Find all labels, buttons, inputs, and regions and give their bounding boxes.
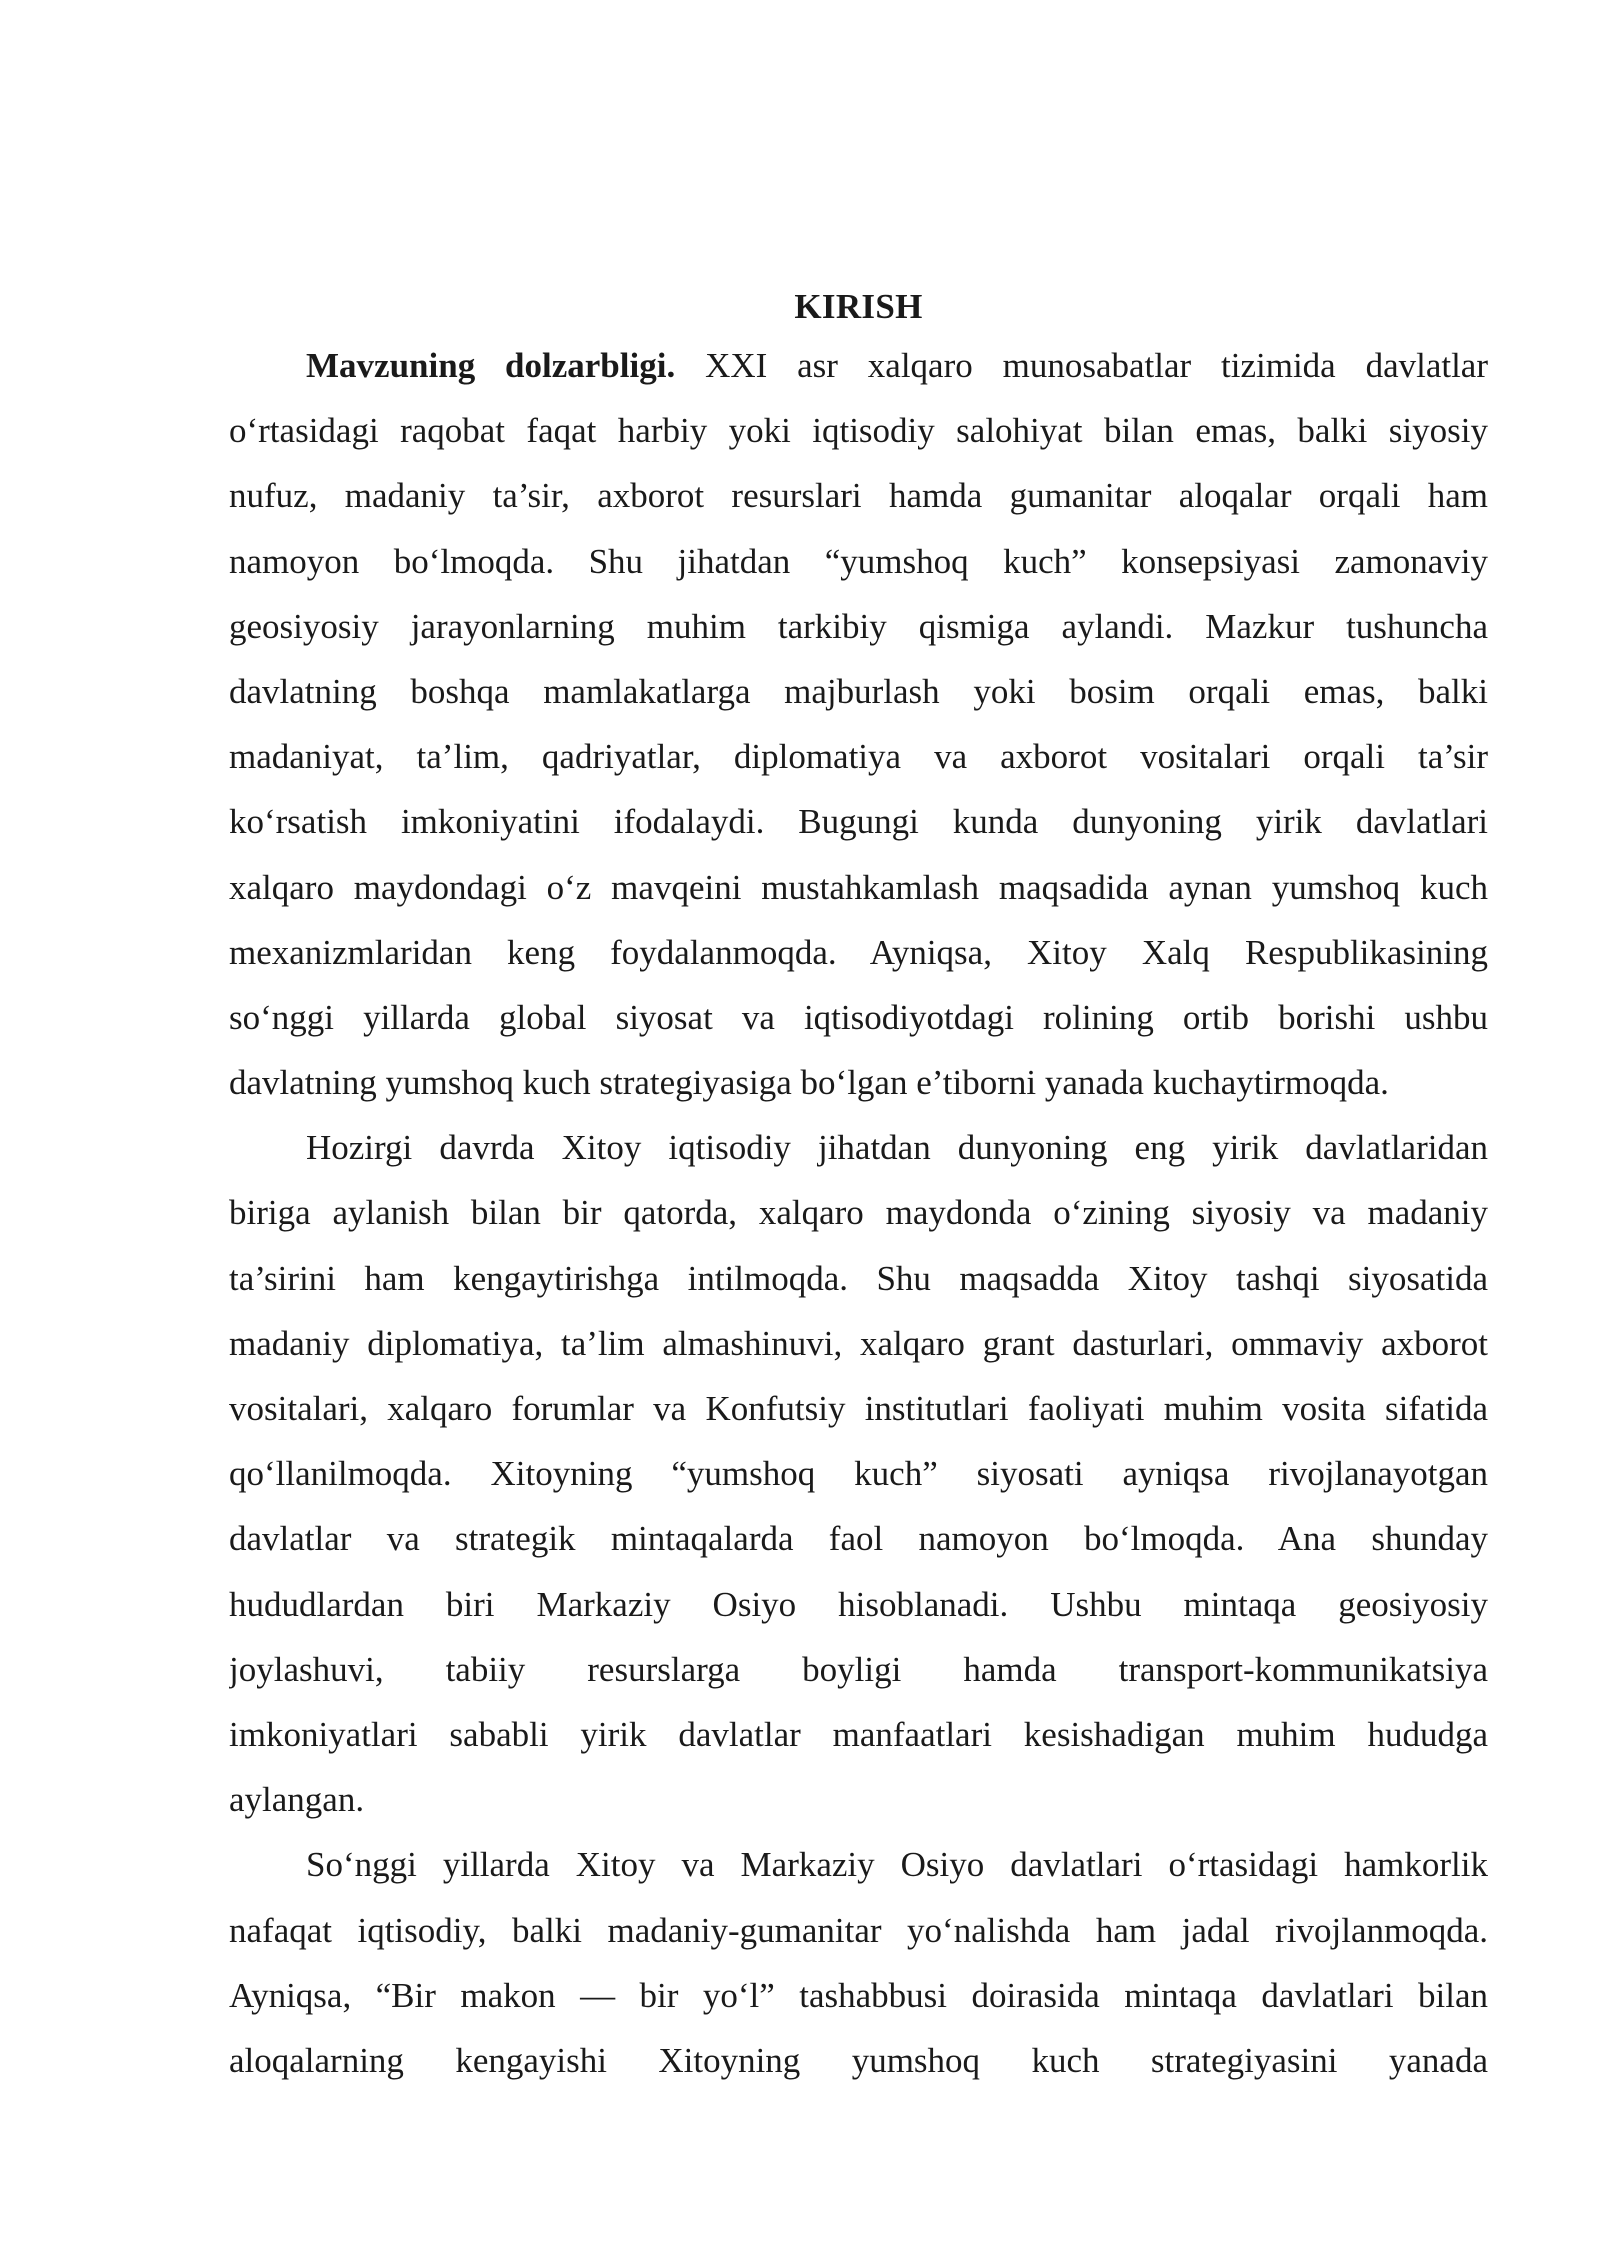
paragraph-line: davlatlar va strategik mintaqalarda faol namoyon bo‘lmoqda. Ana shunday (229, 1519, 1488, 1559)
paragraph-line: nafaqat iqtisodiy, balki madaniy-gumanitar yo‘nalishda ham jadal rivojlanmoqda. (229, 1910, 1488, 1950)
paragraph-line: madaniyat, ta’lim, qadriyatlar, diplomatiya va axborot vositalari orqali ta’sir (229, 737, 1488, 777)
paragraph-line: namoyon bo‘lmoqda. Shu jihatdan “yumshoq kuch” konsepsiyasi zamonaviy (229, 541, 1488, 581)
paragraph-line: ta’sirini ham kengaytirishga intilmoqda. Shu maqsadda Xitoy tashqi siyosatida (229, 1258, 1488, 1298)
paragraph-line: joylashuvi, tabiiy resurslarga boyligi hamda transport-kommunikatsiya (229, 1649, 1488, 1689)
paragraph-line: aloqalarning kengayishi Xitoyning yumshoq kuch strategiyasini yanada (229, 2040, 1488, 2080)
section-heading: KIRISH (794, 287, 923, 326)
document-body (229, 281, 1488, 2093)
paragraph-line: so‘nggi yillarda global siyosat va iqtisodiyotdagi rolining ortib borishi ushbu (229, 997, 1488, 1037)
paragraph-line: aylangan. (229, 1780, 365, 1820)
paragraph-line: biriga aylanish bilan bir qatorda, xalqaro maydonda o‘zining siyosiy va madaniy (229, 1193, 1488, 1233)
paragraph-china-influence (229, 1115, 1488, 1832)
paragraph-line: hududlardan biri Markaziy Osiyo hisoblanadi. Ushbu mintaqa geosiyosiy (229, 1584, 1488, 1624)
paragraph-line: ko‘rsatish imkoniyatini ifodalaydi. Bugungi kunda dunyoning yirik davlatlari (229, 802, 1488, 842)
paragraph-line: Hozirgi davrda Xitoy iqtisodiy jihatdan dunyoning eng yirik davlatlaridan (306, 1128, 1488, 1168)
paragraph-line: imkoniyatlari sababli yirik davlatlar manfaatlari kesishadigan muhim hududga (229, 1714, 1488, 1754)
paragraph-line: xalqaro maydondagi o‘z mavqeini mustahkamlash maqsadida aynan yumshoq kuch (229, 867, 1488, 907)
paragraph-line: vositalari, xalqaro forumlar va Konfutsiy institutlari faoliyati muhim vosita sifatida (229, 1389, 1488, 1428)
paragraph-line: nufuz, madaniy ta’sir, axborot resurslari hamda gumanitar aloqalar orqali ham (229, 476, 1488, 516)
paragraph-line: davlatning yumshoq kuch strategiyasiga bo‘lgan e’tiborni yanada kuchaytirmoqda. (229, 1063, 1389, 1103)
paragraph-line: madaniy diplomatiya, ta’lim almashinuvi, xalqaro grant dasturlari, ommaviy axborot (229, 1323, 1488, 1363)
paragraph-line-text: XXI asr xalqaro munosabatlar tizimida davlatlar (675, 346, 1488, 385)
paragraph-line: Ayniqsa, “Bir makon — bir yo‘l” tashabbusi doirasida mintaqa davlatlari bilan (229, 1975, 1488, 2015)
paragraph-line: davlatning boshqa mamlakatlarga majburlash yoki bosim orqali emas, balki (229, 671, 1488, 711)
paragraph-relevance (229, 333, 1488, 1115)
relevance-lead: Mavzuning dolzarbligi. (306, 346, 676, 385)
paragraph-cooperation (229, 1832, 1488, 2093)
paragraph-line: qo‘llanilmoqda. Xitoyning “yumshoq kuch” siyosati ayniqsa rivojlanayotgan (229, 1454, 1488, 1494)
paragraph-line (229, 333, 1488, 398)
paragraph-line: mexanizmlaridan keng foydalanmoqda. Ayniqsa, Xitoy Xalq Respublikasining (229, 932, 1488, 972)
paragraph-line: geosiyosiy jarayonlarning muhim tarkibiy qismiga aylandi. Mazkur tushuncha (229, 606, 1488, 646)
paragraph-line: o‘rtasidagi raqobat faqat harbiy yoki iqtisodiy salohiyat bilan emas, balki siyosiy (229, 411, 1488, 451)
paragraph-line: So‘nggi yillarda Xitoy va Markaziy Osiyo davlatlari o‘rtasidagi hamkorlik (306, 1845, 1488, 1885)
